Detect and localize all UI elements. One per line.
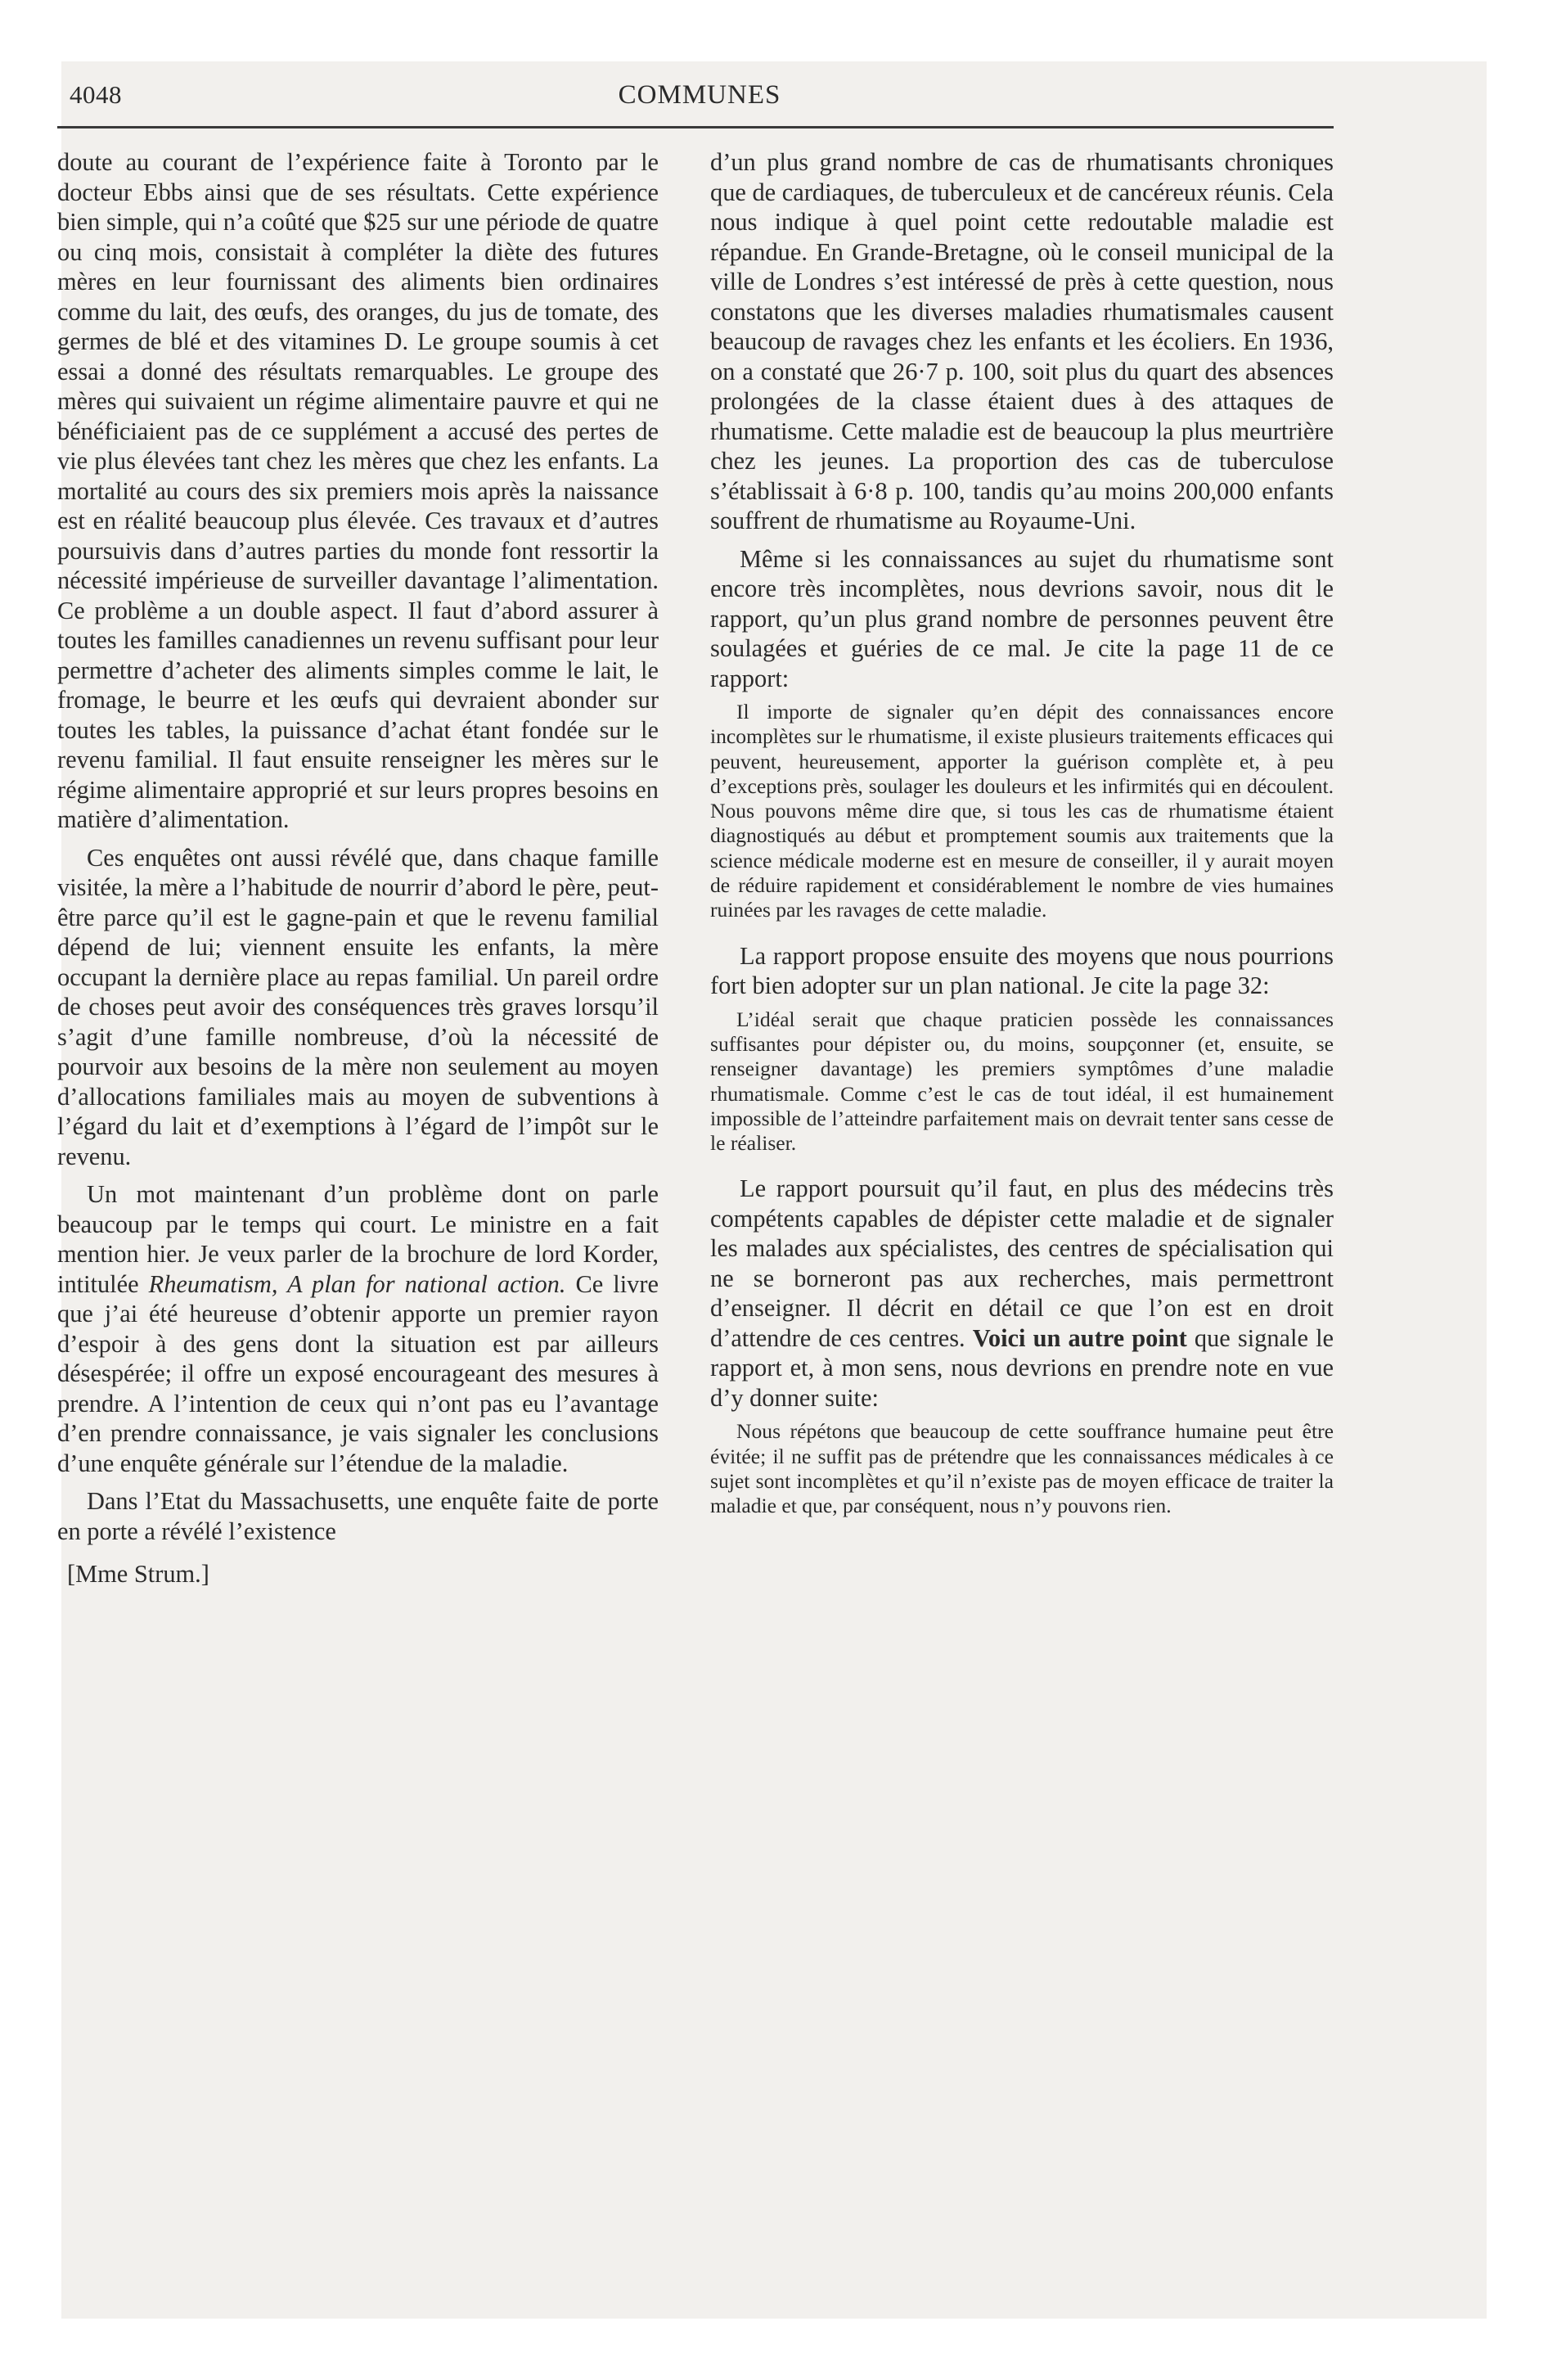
paragraph: Dans l’Etat du Massachusetts, une enquête faite de porte en porte a révélé l’existence <box>57 1487 659 1545</box>
block-quote: Il importe de signaler qu’en dépit des connaissances encore incomplètes sur le rhumatisme, il existe plusieurs traitements efficaces qui peuvent, heureusement, apporter la guérison complète et, à peu d’exceptions près, soulager les douleurs et les infirmités qui en découlent. Nous pouvons même dire que, si tous les cas de rhumatisme étaient diagnostiqués au début et promptement soumis aux traitements que la science médicale moderne est en mesure de conseiller, il y aurait moyen de réduire rapidement et considérablement le nombre de vies humaines ruinées par les ravages de cette maladie. <box>710 700 1334 922</box>
page-number: 4048 <box>70 80 122 109</box>
block-quote: Nous répétons que beaucoup de cette souffrance humaine peut être évitée; il ne suffit pas de prétendre que les connaissances médicales à ce sujet sont incomplètes et qu’il n’existe pas de moyen efficace de traiter la maladie et que, par conséquent, nous n’y pouvons rien. <box>710 1419 1334 1518</box>
paragraph-text: Un mot maintenant d’un problème dont on parle beaucoup par le temps qui court. Le ministre en a fait mention hier. Je veux parler de la brochure de lord Korder, intitulée <box>57 1180 659 1298</box>
bold-phrase: Voici un autre point <box>972 1323 1187 1352</box>
paragraph-text: que signale le rapport et, à mon sens, nous devrions en prendre note en vue d’y donner suite: <box>710 1323 1334 1412</box>
paragraph: Ces enquêtes ont aussi révélé que, dans chaque famille visitée, la mère a l’habitude de nourrir d’abord le père, peut-être parce qu’il est le gagne-pain et que le revenu familial dépend de lui; viennent ensuite les enfants, la mère occupant la dernière place au repas familial. Un pareil ordre de choses peut avoir des conséquences très graves lorsqu’il s’agit d’une famille nombreuse, d’où la nécessité de pourvoir aux besoins de la mère non seulement au moyen d’allocations familiales mais au moyen de subventions à l’égard du lait et d’exemptions à l’égard de l’impôt sur le revenu. <box>57 843 659 1170</box>
paragraph: Même si les connaissances au sujet du rhumatisme sont encore très incomplètes, nous devrions savoir, nous dit le rapport, qu’un plus grand nombre de personnes peuvent être soulagées et guéries de ce mal. Je cite la page 11 de ce rapport: <box>710 544 1334 692</box>
paragraph <box>57 1179 659 1478</box>
right-column <box>710 147 1334 1537</box>
running-title: COMMUNES <box>618 80 781 110</box>
paragraph: La rapport propose ensuite des moyens que nous pourrions fort bien adopter sur un plan national. Je cite la page 32: <box>710 941 1334 1000</box>
book-title: Rheumatism, A plan for national action. <box>148 1269 566 1298</box>
paragraph: doute au courant de l’expérience faite à Toronto par le docteur Ebbs ainsi que de ses résultats. Cette expérience bien simple, qui n’a coûté que $25 sur une période de quatre ou cinq mois, consistait à compléter la diète des futures mères en leur fournissant des aliments bien ordinaires comme du lait, des œufs, des oranges, du jus de tomate, des germes de blé et des vitamines D. Le groupe soumis à cet essai a donné des résultats remarquables. Le groupe des mères qui suivaient un régime alimentaire pauvre et qui ne bénéficiaient pas de ce supplément a accusé des pertes de vie plus élevées tant chez les mères que chez les enfants. La mortalité au cours des six premiers mois après la naissance est en réalité beaucoup plus élevée. Ces travaux et d’autres poursuivis dans d’autres parties du monde font ressortir la nécessité impérieuse de surveiller davantage l’alimentation. Ce problème a un double aspect. Il faut d’abord assurer à toutes les familles canadiennes un revenu suffisant pour leur permettre d’acheter des aliments simples comme le lait, le fromage, le beurre et les œufs qui devraient abonder sur toutes les tables, la puissance d’achat étant fondée sur le revenu familial. Il faut ensuite renseigner les mères sur le régime alimentaire approprié et sur leurs propres besoins en matière d’alimentation. <box>57 148 659 833</box>
speaker-attribution: [Mme Strum.] <box>67 1560 209 1588</box>
header-rule <box>57 126 1334 128</box>
paragraph-text: Le rapport poursuit qu’il faut, en plus des médecins très compétents capables de dépister cette maladie et de signaler les malades aux spécialistes, des centres de spécialisation qui ne se borneront pas aux recherches, mais permettront d’enseigner. Il décrit en détail ce que l’on est en droit d’attendre de ces centres. <box>710 1174 1334 1352</box>
page-header <box>70 79 1330 137</box>
paragraph: d’un plus grand nombre de cas de rhumatisants chroniques que de cardiaques, de tuberculeux et de cancéreux réunis. Cela nous indique à quel point cette redoutable maladie est répandue. En Grande-Bretagne, où le conseil municipal de la ville de Londres s’est intéressé de près à cette question, nous constatons que les diverses maladies rhumatismales causent beaucoup de ravages chez les enfants et les écoliers. En 1936, on a constaté que 26·7 p. 100, soit plus du quart des absences prolongées de la classe étaient dues à des attaques de rhumatisme. Cette maladie est de beaucoup la plus meurtrière chez les jeunes. La proportion des cas de tuberculose s’établissait à 6·8 p. 100, tandis qu’au moins 200,000 enfants souffrent de rhumatisme au Royaume-Uni. <box>710 148 1334 534</box>
paragraph <box>710 1174 1334 1413</box>
block-quote: L’idéal serait que chaque praticien possède les connaissances suffisantes pour dépister ou, du moins, soupçonner (et, ensuite, se renseigner davantage) les premiers symptômes d’une maladie rhumatismale. Comme c’est le cas de tout idéal, il est humainement impossible de l’atteindre parfaitement mais on devrait tenter sans cesse de le réaliser. <box>710 1007 1334 1156</box>
left-column <box>57 147 659 1589</box>
paragraph-text: Ce livre que j’ai été heureuse d’obtenir apporte un premier rayon d’espoir à des gens dont la situation est par ailleurs désespérée; il offre un exposé encourageant des mesures à prendre. A l’intention de ceux qui n’ont pas eu l’avantage d’en prendre connaissance, je vais signaler les conclusions d’une enquête générale sur l’étendue de la maladie. <box>57 1269 659 1477</box>
